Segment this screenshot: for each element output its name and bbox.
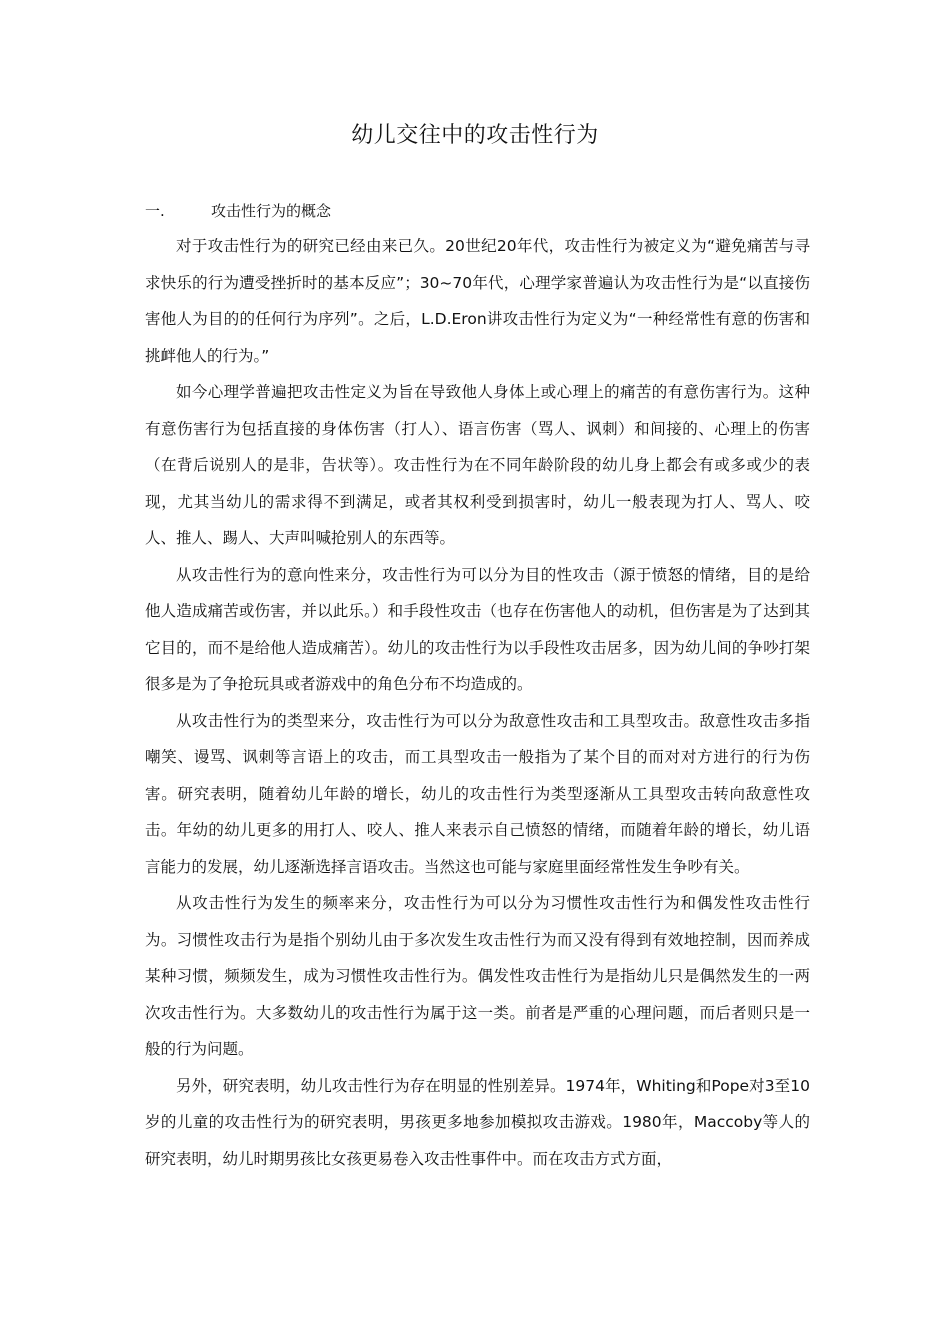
paragraph: 从攻击性行为的意向性来分，攻击性行为可以分为目的性攻击（源于愤怒的情绪，目的是给他人造成痛苦或伤害，并以此乐。）和手段性攻击（也存在伤害他人的动机，但伤害是为了达到其它目的，而不是给他人造成痛苦）。幼儿的攻击性行为以手段性攻击居多，因为幼儿间的争吵打架很多是为了争抢玩具或者游戏中的角色分布不均造成的。 <box>145 565 810 693</box>
document-title: 幼儿交往中的攻击性行为 <box>351 123 599 148</box>
section-heading-text: 攻击性行为的概念 <box>211 202 332 220</box>
paragraph: 对于攻击性行为的研究已经由来已久。20世纪20年代，攻击性行为被定义为“避免痛苦与寻求快乐的行为遭受挫折时的基本反应”；30~70年代，心理学家普遍认为攻击性行为是“以直接伤害他人为目的的任何行为序列”。之后，L.D.Eron讲攻击性行为定义为“一种经常性有意的伤害和挑衅他人的行为。” <box>145 237 810 365</box>
paragraph: 如今心理学普遍把攻击性定义为旨在导致他人身体上或心理上的痛苦的有意伤害行为。这种有意伤害行为包括直接的身体伤害（打人）、语言伤害（骂人、讽刺）和间接的、心理上的伤害（在背后说别人的是非，告状等）。攻击性行为在不同年龄阶段的幼儿身上都会有或多或少的表现，尤其当幼儿的需求得不到满足，或者其权利受到损害时，幼儿一般表现为打人、骂人、咬人、推人、踢人、大声叫喊抢别人的东西等。 <box>145 383 810 547</box>
section-heading <box>145 201 331 221</box>
paragraph: 从攻击性行为的类型来分，攻击性行为可以分为敌意性攻击和工具型攻击。敌意性攻击多指嘲笑、谩骂、讽刺等言语上的攻击，而工具型攻击一般指为了某个目的而对对方进行的行为伤害。研究表明，随着幼儿年龄的增长，幼儿的攻击性行为类型逐渐从工具型攻击转向敌意性攻击。年幼的幼儿更多的用打人、咬人、推人来表示自己愤怒的情绪，而随着年龄的增长，幼儿语言能力的发展，幼儿逐渐选择言语攻击。当然这也可能与家庭里面经常性发生争吵有关。 <box>145 711 810 876</box>
section-number: 一. <box>145 202 165 220</box>
body-text <box>145 228 810 1177</box>
paragraph: 从攻击性行为发生的频率来分，攻击性行为可以分为习惯性攻击性行为和偶发性攻击性行为。习惯性攻击行为是指个别幼儿由于多次发生攻击性行为而又没有得到有效地控制，因而养成某种习惯，频频发生，成为习惯性攻击性行为。偶发性攻击性行为是指幼儿只是偶然发生的一两次攻击性行为。大多数幼儿的攻击性行为属于这一类。前者是严重的心理问题，而后者则只是一般的行为问题。 <box>145 894 810 1058</box>
paragraph: 另外，研究表明，幼儿攻击性行为存在明显的性别差异。1974年，Whiting和Pope对3至10岁的儿童的攻击性行为的研究表明，男孩更多地参加模拟攻击游戏。1980年，Maccoby等人的研究表明，幼儿时期男孩比女孩更易卷入攻击性事件中。而在攻击方式方面， <box>145 1076 811 1168</box>
